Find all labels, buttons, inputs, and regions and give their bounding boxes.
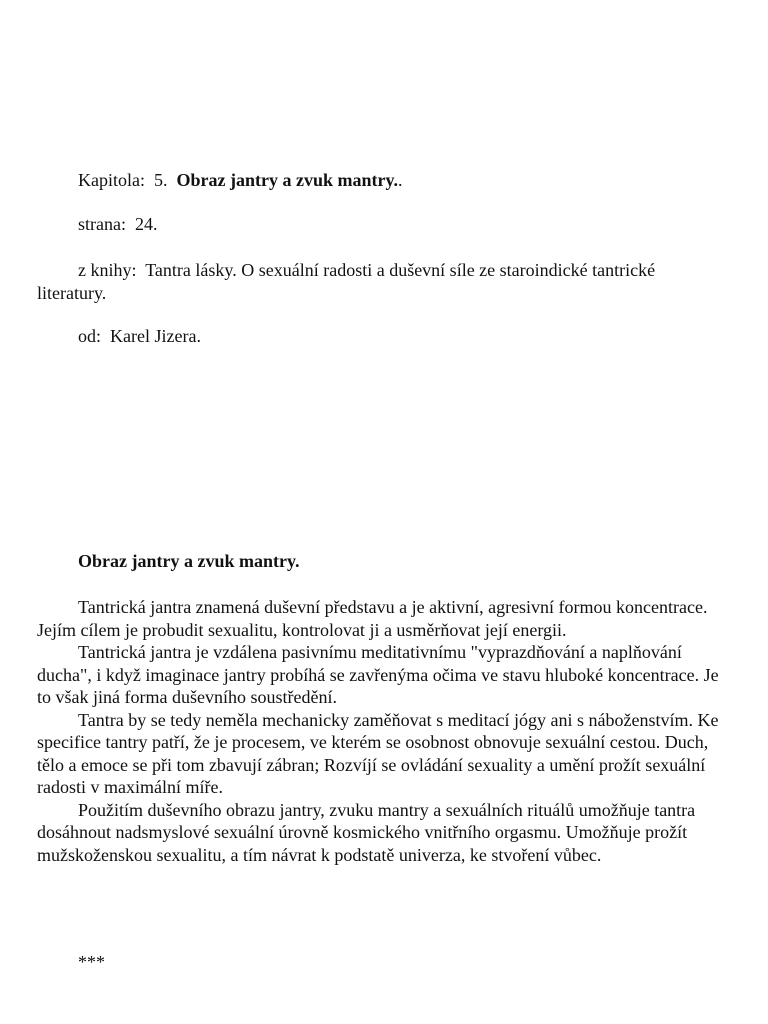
author-name: Karel Jizera. [110, 326, 201, 346]
book-line [37, 259, 727, 304]
author-line [78, 325, 201, 348]
chapter-line [78, 169, 402, 192]
chapter-label: Kapitola: [78, 170, 145, 190]
section-separator: *** [78, 952, 105, 972]
body-text [37, 596, 727, 866]
paragraph: Použitím duševního obrazu jantry, zvuku mantry a sexuálních rituálů umožňuje tantra dosáhnout nadsmyslové sexuální úrovně kosmického vnitřního orgasmu. Umožňuje prožít mužskoženskou sexualitu, a tím návrat k podstatě univerza, ke stvoření vůbec. [37, 799, 696, 865]
page-label: strana: [78, 214, 126, 234]
paragraph: Tantrická jantra znamená duševní představu a je aktivní, agresivní formou koncentrace. Jejím cílem je probudit sexualitu, kontrolovat ji a usměrňovat její energii. [37, 597, 708, 640]
book-title: Tantra lásky. O sexuální radosti a duševní síle ze staroindické tantrické literatury. [37, 260, 656, 303]
author-label: od: [78, 326, 102, 346]
paragraph: Tantrická jantra je vzdálena pasivnímu meditativnímu "vyprazdňování a naplňování ducha", i když imaginace jantry probíhá se zavřenýma očima ve stavu hluboké koncentrace. Je to však jiná forma duševního soustředění. [37, 642, 719, 707]
chapter-trailing: . [397, 170, 403, 190]
chapter-title: Obraz jantry a zvuk mantry. [176, 170, 398, 190]
page-line [78, 213, 157, 236]
section-heading [78, 550, 299, 573]
paragraph: Tantra by se tedy neměla mechanicky zaměňovat s meditací jógy ani s náboženstvím. Ke specifice tantry patří, že je procesem, ve kterém se osobnost obnovuje sexuální cestou. Duch, tělo a emoce se při tom zbavují zábran; Rozvíjí se ovládání sexuality a umění prožít sexuální radosti v maximální míře. [37, 709, 719, 797]
section-heading-text: Obraz jantry a zvuk mantry. [78, 551, 300, 571]
page-number: 24. [134, 214, 158, 234]
chapter-number: 5. [153, 170, 168, 190]
book-label: z knihy: [78, 260, 137, 280]
